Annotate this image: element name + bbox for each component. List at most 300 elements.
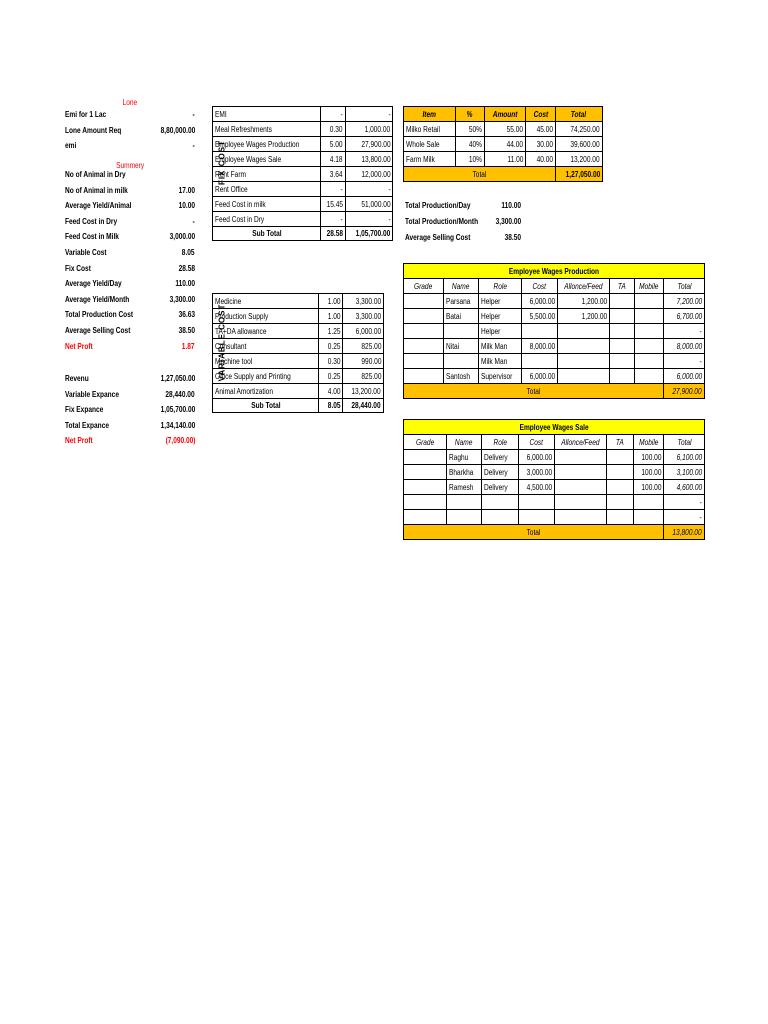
summary-value: (7,090.00) bbox=[165, 436, 195, 446]
summary-value: 17.00 bbox=[178, 185, 195, 195]
wages-sale-cell bbox=[519, 510, 555, 525]
wages-production-cell bbox=[443, 369, 478, 384]
wages-sale-cell bbox=[404, 450, 447, 465]
wages-production-cell bbox=[609, 369, 634, 384]
fix-cost-subtotal-text: Sub Total bbox=[251, 229, 282, 238]
fix-cost-cell bbox=[213, 212, 321, 227]
revenue-cell bbox=[484, 152, 525, 167]
fix-cost-cell bbox=[213, 182, 321, 197]
wages-production-cell bbox=[404, 324, 444, 339]
revenue-cell bbox=[484, 122, 525, 137]
wages-sale-header-text: TA bbox=[616, 437, 625, 447]
wages-production-table bbox=[403, 263, 705, 399]
variable-cost-cell-text: 13,200.00 bbox=[351, 386, 381, 396]
wages-production-header-cell bbox=[443, 279, 478, 294]
fix-cost-cell-text: Feed Cost in milk bbox=[215, 199, 266, 209]
fix-cost-cell-text: - bbox=[340, 214, 343, 224]
revenue-cell bbox=[555, 152, 602, 167]
fix-cost-cell-text: Meal Refreshments bbox=[215, 124, 272, 134]
wages-production-header-cell bbox=[634, 279, 664, 294]
variable-cost-cell-text: TA+DA allowance bbox=[215, 326, 267, 336]
variable-cost-subtotal-row bbox=[213, 399, 384, 413]
wages-production-cell bbox=[443, 294, 478, 309]
fix-cost-cell bbox=[320, 137, 345, 152]
variable-cost-cell-text: 825.00 bbox=[360, 341, 381, 351]
wages-sale-cell bbox=[606, 495, 634, 510]
wages-sale-title: Employee Wages Sale bbox=[519, 422, 589, 432]
wages-sale-total-value-cell bbox=[664, 525, 705, 540]
wages-sale-cell-text: Delivery bbox=[483, 482, 508, 492]
variable-cost-row bbox=[213, 384, 384, 399]
wages-production-cell-text: 6,000.00 bbox=[529, 371, 556, 381]
wages-production-title-cell bbox=[404, 264, 705, 279]
wages-sale-cell bbox=[664, 480, 705, 495]
revenue-total-label-cell bbox=[404, 167, 556, 182]
wages-production-cell-text: 6,700.00 bbox=[676, 311, 702, 321]
wages-sale-cell-text: - bbox=[699, 512, 702, 522]
variable-cost-cell-text: Consultant bbox=[215, 341, 247, 351]
wages-production-cell-text: Milk Man bbox=[480, 341, 507, 351]
wages-production-cell bbox=[443, 354, 478, 369]
wages-production-cell bbox=[478, 354, 521, 369]
wages-sale-row bbox=[404, 510, 705, 525]
fix-cost-cell bbox=[213, 152, 321, 167]
wages-sale-cell bbox=[446, 465, 481, 480]
wages-production-row bbox=[404, 339, 705, 354]
wages-sale-header-cell bbox=[606, 435, 634, 450]
wages-sale-cell bbox=[555, 450, 607, 465]
wages-sale-cell bbox=[519, 450, 555, 465]
fix-cost-cell-text: Rent Farm bbox=[215, 169, 246, 179]
wages-production-header-text: Cost bbox=[532, 281, 547, 291]
wages-sale-cell bbox=[634, 450, 664, 465]
wages-production-cell bbox=[443, 324, 478, 339]
wages-sale-header-text: Grade bbox=[415, 437, 435, 447]
wages-sale-cell bbox=[555, 465, 607, 480]
summary-key: Average Selling Cost bbox=[65, 326, 131, 335]
wages-production-header-cell bbox=[664, 279, 705, 294]
wages-sale-cell-text: Raghu bbox=[448, 452, 469, 462]
wages-production-cell-text: 6,000.00 bbox=[529, 296, 556, 306]
variable-cost-cell-text: 3,300.00 bbox=[355, 296, 381, 306]
wages-production-cell-text: Milk Man bbox=[480, 356, 507, 366]
wages-sale-cell-text: 4,600.00 bbox=[676, 482, 702, 492]
fix-cost-subtotal-cell bbox=[320, 227, 345, 241]
revenue-cell bbox=[555, 122, 602, 137]
revenue-cell-text: 45.00 bbox=[536, 124, 553, 134]
variable-cost-cell-text: 3,300.00 bbox=[355, 311, 381, 321]
wages-production-total-value-cell bbox=[664, 384, 705, 399]
fix-cost-cell-text: - bbox=[340, 109, 343, 119]
fix-cost-cell bbox=[320, 107, 345, 122]
revenue-cell bbox=[526, 137, 556, 152]
summery-title-text: Summery bbox=[115, 161, 145, 170]
wages-production-cell-text: - bbox=[699, 326, 702, 336]
summary-value: 110.00 bbox=[175, 279, 195, 289]
summary-row bbox=[65, 108, 195, 124]
summary-row bbox=[65, 324, 195, 340]
summary-key: Variable Cost bbox=[65, 248, 107, 257]
revenue-cell bbox=[404, 137, 456, 152]
wages-sale-header-row bbox=[404, 435, 705, 450]
revenue-cell-text: Farm Milk bbox=[406, 154, 435, 164]
fix-cost-cell bbox=[320, 212, 345, 227]
summary-key: No of Animal in Dry bbox=[65, 170, 126, 179]
wages-production-cell bbox=[404, 294, 444, 309]
wages-sale-cell bbox=[404, 480, 447, 495]
wages-sale-cell bbox=[634, 510, 664, 525]
variable-cost-row bbox=[213, 294, 384, 309]
wages-production-cell bbox=[634, 354, 664, 369]
revenue-header-row bbox=[404, 107, 603, 122]
wages-production-cell-text: 7,200.00 bbox=[676, 296, 702, 306]
wages-production-header-cell bbox=[521, 279, 557, 294]
fix-cost-cell-text: 12,000.00 bbox=[360, 169, 391, 179]
fix-cost-cell bbox=[213, 122, 321, 137]
variable-cost-cell bbox=[319, 384, 343, 399]
variable-cost-cell-text: Machine tool bbox=[215, 356, 253, 366]
variable-cost-row bbox=[213, 324, 384, 339]
summary-row bbox=[65, 199, 195, 215]
wages-sale-cell bbox=[446, 450, 481, 465]
revenue-header-text: Total bbox=[571, 109, 587, 119]
wages-sale-header-cell bbox=[481, 435, 518, 450]
wages-production-header-text: TA bbox=[617, 281, 626, 291]
wages-sale-cell-text: 3,100.00 bbox=[676, 467, 702, 477]
lone-title-text: Lone bbox=[122, 98, 138, 107]
fix-cost-cell bbox=[320, 197, 345, 212]
summary-row bbox=[65, 215, 195, 231]
wages-production-cell-text: 1,200.00 bbox=[581, 296, 607, 306]
wages-sale-cell bbox=[634, 465, 664, 480]
fix-cost-cell-text: 4.18 bbox=[330, 154, 343, 164]
wages-production-row bbox=[404, 354, 705, 369]
wages-sale-cell bbox=[555, 510, 607, 525]
fix-cost-row bbox=[213, 167, 393, 182]
fix-cost-cell bbox=[345, 122, 392, 137]
fix-cost-cell-text: Employee Wages Sale bbox=[215, 154, 282, 164]
fix-cost-cell-text: - bbox=[340, 184, 343, 194]
revenue-cell-text: Milko Retail bbox=[406, 124, 440, 134]
summary-row bbox=[65, 124, 195, 140]
wages-sale-cell-text: 6,100.00 bbox=[676, 452, 702, 462]
wages-production-cell bbox=[609, 354, 634, 369]
wages-production-cell bbox=[521, 324, 557, 339]
fix-cost-cell-text: 51,000.00 bbox=[360, 199, 391, 209]
variable-cost-cell bbox=[343, 369, 384, 384]
wages-production-cell bbox=[521, 339, 557, 354]
summary-value: 28,440.00 bbox=[165, 389, 195, 399]
wages-production-header-cell bbox=[609, 279, 634, 294]
production-info-value: 38.50 bbox=[504, 233, 521, 242]
variable-cost-subtotal-text: 8.05 bbox=[327, 401, 341, 410]
production-info-row bbox=[405, 217, 521, 233]
summary-row bbox=[65, 277, 195, 293]
fix-cost-cell bbox=[345, 182, 392, 197]
fix-cost-cell bbox=[213, 137, 321, 152]
variable-cost-cell bbox=[213, 354, 319, 369]
revenue-header-text: Cost bbox=[533, 109, 548, 119]
wages-sale-header-text: Role bbox=[493, 437, 507, 447]
summary-value: 28.58 bbox=[178, 263, 195, 273]
wages-sale-header-cell bbox=[404, 435, 447, 450]
wages-sale-cell bbox=[404, 465, 447, 480]
wages-production-cell-text: Supervisor bbox=[480, 371, 513, 381]
variable-cost-cell-text: Office Supply and Printing bbox=[215, 371, 291, 381]
wages-sale-title-cell bbox=[404, 420, 705, 435]
wages-production-cell bbox=[664, 324, 705, 339]
variable-cost-cell bbox=[319, 309, 343, 324]
variable-cost-cell-text: Animal Amortization bbox=[215, 386, 273, 396]
summary-key: Emi for 1 Lac bbox=[65, 110, 107, 119]
fix-cost-cell-text: EMI bbox=[215, 109, 227, 119]
fix-cost-cell-text: Employee Wages Production bbox=[215, 139, 300, 149]
summary-value: 38.50 bbox=[178, 326, 195, 335]
revenue-cell-text: 39,600.00 bbox=[570, 139, 600, 149]
summary-key: Feed Cost in Dry bbox=[65, 216, 118, 226]
wages-production-cell bbox=[404, 354, 444, 369]
revenue-cell-text: 10% bbox=[468, 154, 482, 164]
summary-row bbox=[65, 168, 195, 184]
wages-production-header-cell bbox=[558, 279, 610, 294]
wages-production-cell-text: Santosh bbox=[445, 371, 470, 381]
wages-production-cell-text: Parsana bbox=[445, 296, 471, 306]
wages-production-cell bbox=[634, 309, 664, 324]
wages-sale-cell bbox=[664, 465, 705, 480]
wages-sale-cell bbox=[481, 495, 518, 510]
revenue-header-text: Item bbox=[422, 109, 436, 119]
variable-cost-cell bbox=[319, 354, 343, 369]
fix-cost-cell-text: 5.00 bbox=[330, 139, 343, 149]
revenue-total-value: 1,27,050.00 bbox=[565, 169, 600, 179]
fix-cost-row bbox=[213, 122, 393, 137]
wages-production-cell bbox=[478, 309, 521, 324]
revenue-total-label: Total bbox=[472, 169, 487, 179]
variable-cost-cell-text: 990.00 bbox=[360, 356, 381, 366]
summary-value: 36.63 bbox=[178, 310, 195, 320]
fix-cost-cell-text: 3.64 bbox=[330, 169, 343, 179]
variable-cost-cell bbox=[343, 354, 384, 369]
fix-cost-cell bbox=[213, 107, 321, 122]
wages-sale-cell-text: 6,000.00 bbox=[526, 452, 553, 462]
revenue-cell bbox=[455, 122, 484, 137]
wages-production-cell bbox=[404, 339, 444, 354]
variable-cost-cell-text: Production Supply bbox=[215, 311, 269, 321]
summary-key: Average Yield/Animal bbox=[65, 201, 132, 211]
fix-cost-subtotal-text: 1,05,700.00 bbox=[355, 229, 391, 238]
revenue-cell-text: 50% bbox=[468, 124, 482, 134]
wages-sale-cell-text: 3,000.00 bbox=[526, 467, 553, 477]
wages-production-cell bbox=[443, 339, 478, 354]
wages-production-cell bbox=[404, 309, 444, 324]
fix-cost-cell-text: - bbox=[387, 109, 391, 119]
production-info-key: Average Selling Cost bbox=[405, 233, 471, 242]
variable-cost-cell bbox=[213, 294, 319, 309]
wages-sale-cell bbox=[481, 510, 518, 525]
wages-production-title-row bbox=[404, 264, 705, 279]
summary-value: 10.00 bbox=[178, 201, 195, 211]
variable-cost-subtotal-cell bbox=[213, 399, 319, 413]
fix-cost-row bbox=[213, 107, 393, 122]
fix-cost-cell-text: Feed Cost in Dry bbox=[215, 214, 265, 224]
wages-sale-header-text: Name bbox=[455, 437, 473, 447]
summary-value: 1,05,700.00 bbox=[160, 405, 195, 415]
wages-production-header-cell bbox=[404, 279, 444, 294]
revenue-cell-text: 40% bbox=[468, 139, 482, 149]
wages-production-header-text: Allonce/Feed bbox=[564, 281, 603, 291]
fix-cost-cell bbox=[320, 167, 345, 182]
revenue-cell-text: 44.00 bbox=[506, 139, 524, 149]
variable-cost-row bbox=[213, 354, 384, 369]
wages-sale-cell-text: 100.00 bbox=[641, 467, 662, 477]
summary-key: Net Proft bbox=[65, 436, 93, 446]
wages-production-title: Employee Wages Production bbox=[508, 266, 600, 276]
summary-key: Fix Expance bbox=[65, 405, 104, 415]
revenue-row bbox=[404, 137, 603, 152]
production-info-value: 110.00 bbox=[501, 201, 521, 210]
wages-sale-row bbox=[404, 450, 705, 465]
variable-cost-cell bbox=[343, 384, 384, 399]
wages-sale-row bbox=[404, 480, 705, 495]
revenue-total-value-cell bbox=[555, 167, 602, 182]
variable-cost-cell-text: 0.25 bbox=[327, 371, 341, 381]
wages-production-total-row bbox=[404, 384, 705, 399]
wages-production-cell bbox=[521, 309, 557, 324]
wages-production-cell bbox=[521, 294, 557, 309]
revenue-cell-text: 55.00 bbox=[506, 124, 524, 134]
variable-cost-cell bbox=[343, 324, 384, 339]
variable-cost-table bbox=[212, 293, 384, 413]
wages-production-header-text: Role bbox=[493, 281, 507, 291]
wages-sale-cell bbox=[481, 465, 518, 480]
summary-value: 8.05 bbox=[182, 248, 195, 257]
wages-sale-cell bbox=[606, 450, 634, 465]
wages-production-cell bbox=[521, 369, 557, 384]
summary-row bbox=[65, 308, 195, 324]
fix-cost-cell-text: - bbox=[387, 184, 391, 194]
wages-sale-title-row bbox=[404, 420, 705, 435]
wages-production-header-text: Grade bbox=[414, 281, 433, 291]
variable-cost-cell-text: 825.00 bbox=[360, 371, 381, 381]
variable-cost-label: VARIABLE COST bbox=[217, 303, 227, 382]
summary-key: Variable Expance bbox=[65, 389, 119, 399]
fix-cost-cell-text: 13,800.00 bbox=[360, 154, 391, 164]
wages-production-total-label-cell bbox=[404, 384, 664, 399]
revenue-cell bbox=[484, 137, 525, 152]
variable-cost-cell-text: 0.25 bbox=[327, 341, 341, 351]
wages-production-cell-text: 8,000.00 bbox=[529, 341, 556, 351]
fix-cost-row bbox=[213, 182, 393, 197]
fix-cost-label: FIX COST bbox=[217, 140, 227, 185]
variable-cost-cell bbox=[213, 339, 319, 354]
wages-production-cell bbox=[478, 324, 521, 339]
wages-production-cell bbox=[664, 369, 705, 384]
summary-value: 3,300.00 bbox=[169, 294, 195, 304]
variable-cost-cell-text: 1.25 bbox=[327, 326, 341, 336]
wages-sale-cell-text: Delivery bbox=[483, 467, 508, 477]
summary-value: 3,000.00 bbox=[169, 232, 195, 242]
wages-sale-cell-text: 100.00 bbox=[641, 482, 662, 492]
fix-cost-cell bbox=[320, 122, 345, 137]
wages-production-cell-text: 6,000.00 bbox=[676, 371, 702, 381]
summary-value: 8,80,000.00 bbox=[160, 125, 195, 135]
wages-production-cell bbox=[558, 324, 610, 339]
wages-sale-header-cell bbox=[634, 435, 664, 450]
variable-cost-cell-text: Medicine bbox=[215, 296, 242, 306]
revenue-cell bbox=[404, 122, 456, 137]
variable-cost-row bbox=[213, 369, 384, 384]
wages-sale-cell-text: 100.00 bbox=[641, 452, 662, 462]
wages-production-cell-text: Helper bbox=[480, 296, 501, 306]
wages-sale-header-cell bbox=[664, 435, 705, 450]
summary-key: Revenu bbox=[65, 374, 89, 383]
variable-cost-cell bbox=[213, 384, 319, 399]
wages-sale-total-value: 13,800.00 bbox=[672, 527, 702, 537]
wages-sale-cell bbox=[481, 480, 518, 495]
wages-sale-header-cell bbox=[446, 435, 481, 450]
variable-cost-cell bbox=[319, 294, 343, 309]
wages-production-cell bbox=[634, 294, 664, 309]
revenue-cell-text: 74,250.00 bbox=[570, 124, 600, 134]
fix-cost-cell-text: 15.45 bbox=[326, 199, 343, 209]
wages-production-cell bbox=[634, 339, 664, 354]
revenue-header-cell bbox=[484, 107, 525, 122]
wages-sale-header-cell bbox=[519, 435, 555, 450]
revenue-cell-text: 40.00 bbox=[536, 154, 553, 164]
wages-sale-cell-text: Delivery bbox=[483, 452, 508, 462]
wages-sale-cell-text: Ramesh bbox=[448, 482, 474, 492]
variable-cost-subtotal-text: Sub Total bbox=[251, 401, 281, 410]
revenue-header-cell bbox=[455, 107, 484, 122]
revenue-row bbox=[404, 122, 603, 137]
variable-cost-cell-text: 4.00 bbox=[327, 386, 341, 396]
wages-sale-cell bbox=[481, 450, 518, 465]
wages-production-header-text: Name bbox=[452, 281, 470, 291]
wages-production-cell-text: 8,000.00 bbox=[676, 341, 702, 351]
production-info-key: Total Production/Month bbox=[405, 217, 479, 226]
wages-production-cell bbox=[609, 324, 634, 339]
wages-sale-cell bbox=[606, 465, 634, 480]
wages-production-row bbox=[404, 309, 705, 324]
revenue-cell-text: 11.00 bbox=[507, 154, 524, 164]
summary-value: 1,27,050.00 bbox=[160, 374, 195, 383]
variable-cost-cell-text: 0.30 bbox=[327, 356, 341, 366]
production-info-value: 3,300.00 bbox=[495, 217, 521, 226]
wages-sale-cell-text: - bbox=[699, 497, 702, 507]
variable-cost-cell bbox=[319, 324, 343, 339]
summary-row bbox=[65, 419, 195, 435]
fix-cost-subtotal-row bbox=[213, 227, 393, 241]
wages-production-total-value: 27,900.00 bbox=[672, 386, 702, 396]
revenue-cell bbox=[555, 137, 602, 152]
variable-cost-row bbox=[213, 339, 384, 354]
summary-key: Fix Cost bbox=[65, 263, 91, 273]
summary-value: 1,34,140.00 bbox=[160, 420, 195, 430]
wages-production-row bbox=[404, 324, 705, 339]
revenue-cell-text: 13,200.00 bbox=[570, 154, 600, 164]
wages-production-cell bbox=[558, 294, 610, 309]
wages-sale-header-text: Total bbox=[677, 437, 692, 447]
summary-key: Average Yield/Day bbox=[65, 279, 122, 289]
wages-production-cell bbox=[664, 354, 705, 369]
wages-sale-header-text: Mobile bbox=[639, 437, 659, 447]
fix-cost-cell bbox=[345, 107, 392, 122]
wages-sale-total-label: Total bbox=[526, 527, 541, 537]
wages-production-cell bbox=[634, 324, 664, 339]
revenue-cell bbox=[455, 137, 484, 152]
wages-sale-header-text: Cost bbox=[529, 437, 544, 447]
wages-sale-cell bbox=[664, 495, 705, 510]
